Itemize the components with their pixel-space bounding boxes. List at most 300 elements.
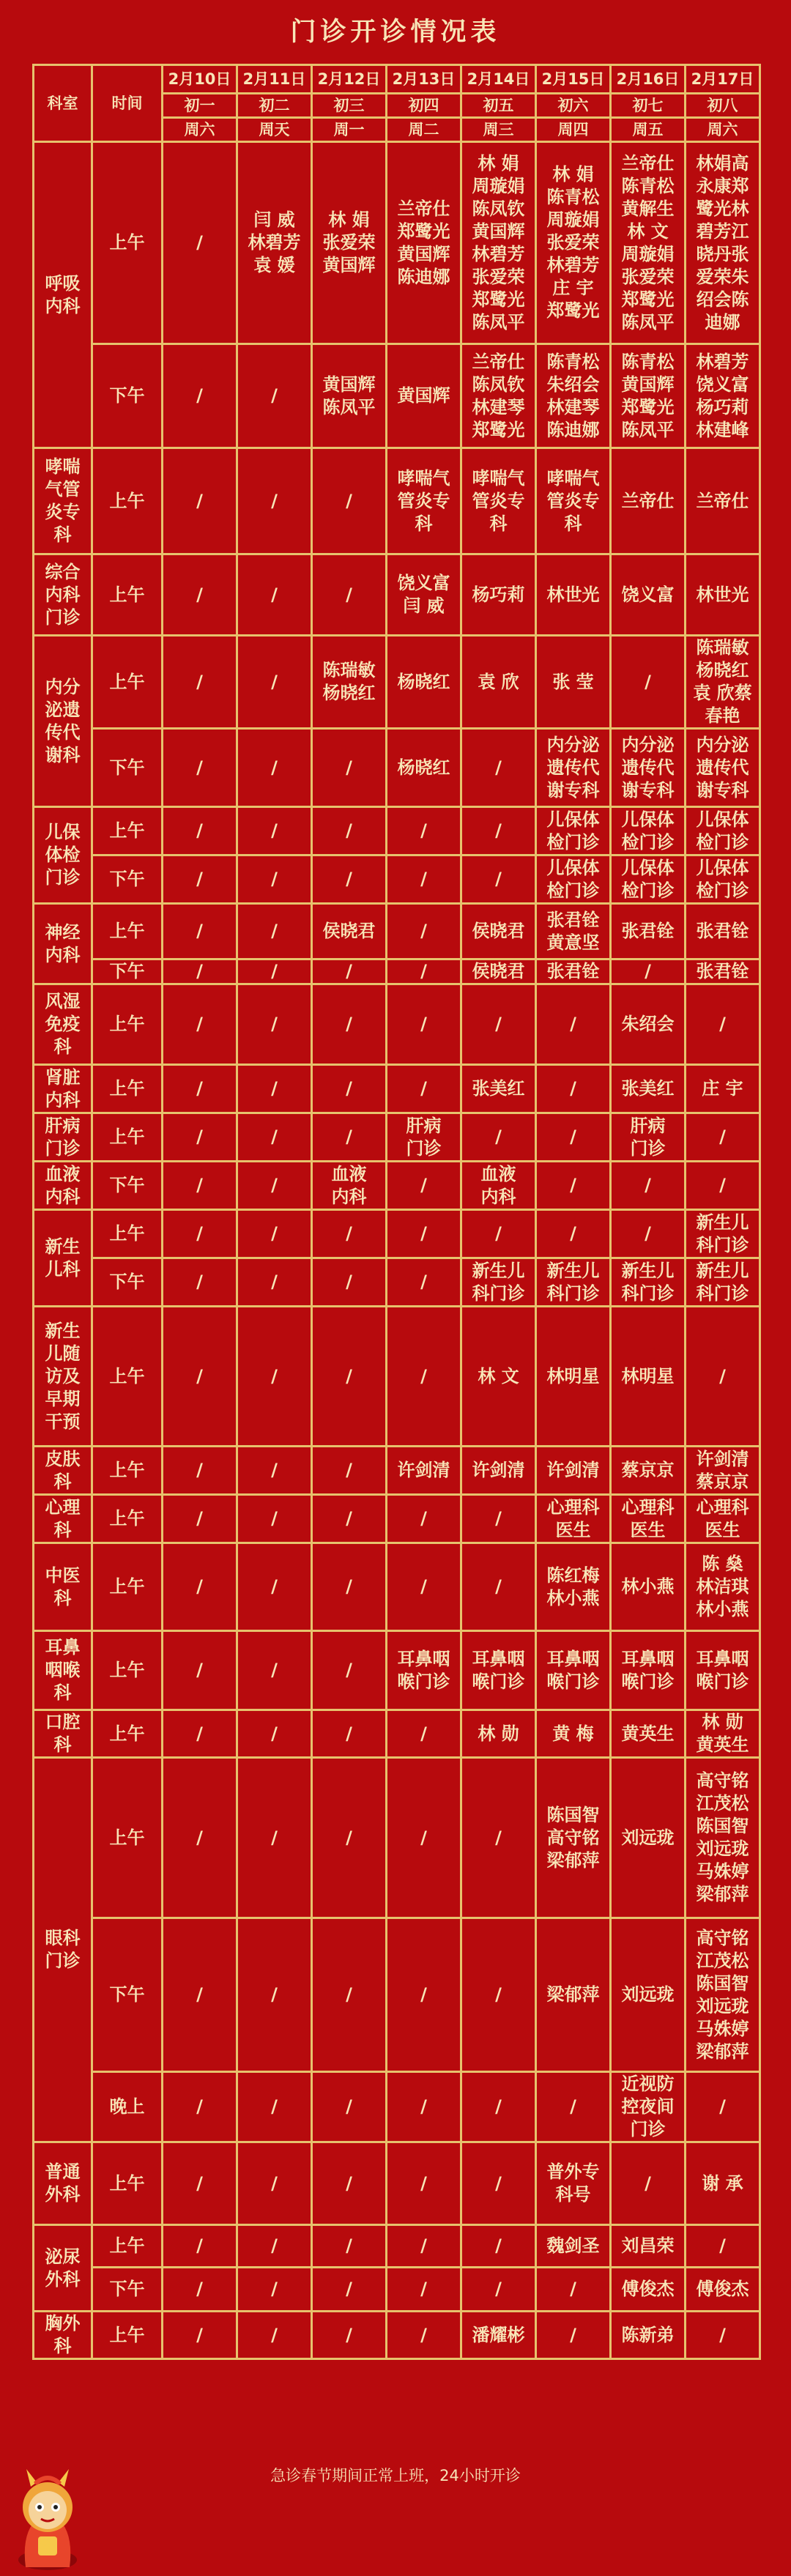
doctor-schedule-cell: 闫 威 林碧芳 袁 媛 [237,142,312,344]
time-slot-cell: 上午 [92,1543,163,1631]
time-slot-cell: 上午 [92,554,163,636]
doctor-schedule-cell: / [237,636,312,729]
doctor-schedule-cell: 内分泌 遗传代 谢专科 [536,729,611,807]
doctor-schedule-cell: / [387,2268,461,2312]
doctor-schedule-cell: / [536,1113,611,1162]
weekday-header: 周六 [163,118,237,142]
doctor-schedule-cell: 儿保体 检门诊 [686,855,760,904]
doctor-schedule-cell: / [312,1543,387,1631]
doctor-schedule-cell: / [312,1631,387,1710]
weekday-header: 周二 [387,118,461,142]
doctor-schedule-cell: 张君铨 [536,959,611,984]
doctor-schedule-cell: / [163,855,237,904]
doctor-schedule-cell: 许剑清 [461,1447,536,1495]
table-row [34,1758,760,1918]
table-row [34,554,760,636]
doctor-schedule-cell: / [237,1210,312,1258]
doctor-schedule-cell: 杨巧莉 [461,554,536,636]
date-header: 2月16日 [611,65,686,94]
dept-header: 科室 [34,65,92,142]
doctor-schedule-cell: / [163,2225,237,2268]
doctor-schedule-cell: 张君铨 [686,904,760,959]
department-cell: 综合 内科 门诊 [34,554,92,636]
doctor-schedule-cell: / [163,2142,237,2225]
department-cell: 普通 外科 [34,2142,92,2225]
table-row [34,1447,760,1495]
time-slot-cell: 下午 [92,1918,163,2072]
doctor-schedule-cell: / [611,959,686,984]
time-slot-cell: 上午 [92,142,163,344]
doctor-schedule-cell: 侯晓君 [312,904,387,959]
doctor-schedule-cell: / [387,2225,461,2268]
doctor-schedule-cell: / [461,2072,536,2142]
doctor-schedule-cell: / [312,1210,387,1258]
doctor-schedule-cell: 朱绍会 [611,984,686,1065]
doctor-schedule-cell: / [163,1113,237,1162]
doctor-schedule-cell: 许剑清 [387,1447,461,1495]
doctor-schedule-cell: / [237,2268,312,2312]
doctor-schedule-cell: / [237,855,312,904]
doctor-schedule-cell: / [163,344,237,448]
table-row [34,959,760,984]
doctor-schedule-cell: / [312,807,387,855]
table-row [34,636,760,729]
doctor-schedule-cell: / [387,1162,461,1210]
doctor-schedule-cell: 刘远珑 [611,1758,686,1918]
time-slot-cell: 下午 [92,2268,163,2312]
doctor-schedule-cell: 许剑清 蔡京京 [686,1447,760,1495]
doctor-schedule-cell: 侯晓君 [461,904,536,959]
department-cell: 口腔 科 [34,1710,92,1758]
time-slot-cell: 晚上 [92,2072,163,2142]
doctor-schedule-cell: / [312,2268,387,2312]
weekday-header: 周六 [686,118,760,142]
doctor-schedule-cell: 张君铨 [611,904,686,959]
doctor-schedule-cell: / [237,904,312,959]
time-slot-cell: 上午 [92,2312,163,2359]
time-slot-cell: 上午 [92,904,163,959]
doctor-schedule-cell: / [163,904,237,959]
time-slot-cell: 上午 [92,1210,163,1258]
doctor-schedule-cell: / [237,984,312,1065]
doctor-schedule-cell: / [387,1495,461,1543]
doctor-schedule-cell: 兰帝仕 [686,448,760,554]
time-slot-cell: 下午 [92,1258,163,1307]
doctor-schedule-cell: / [163,1495,237,1543]
doctor-schedule-cell: / [163,1210,237,1258]
doctor-schedule-cell: 心理科 医生 [611,1495,686,1543]
weekday-header: 周四 [536,118,611,142]
doctor-schedule-cell: / [387,959,461,984]
doctor-schedule-cell: 张君铨 [686,959,760,984]
doctor-schedule-cell: / [312,855,387,904]
doctor-schedule-cell: 兰帝仕 郑鹭光 黄国辉 陈迪娜 [387,142,461,344]
doctor-schedule-cell: 普外专 科号 [536,2142,611,2225]
doctor-schedule-cell: / [387,855,461,904]
doctor-schedule-cell: / [536,984,611,1065]
doctor-schedule-cell: / [237,2072,312,2142]
doctor-schedule-cell: 袁 欣 [461,636,536,729]
doctor-schedule-cell: / [163,1162,237,1210]
table-row [34,2225,760,2268]
doctor-schedule-cell: / [461,2268,536,2312]
doctor-schedule-cell: / [163,636,237,729]
doctor-schedule-cell: 黄英生 [611,1710,686,1758]
doctor-schedule-cell: / [312,1495,387,1543]
doctor-schedule-cell: / [387,904,461,959]
doctor-schedule-cell: / [237,1447,312,1495]
doctor-schedule-cell: / [237,1307,312,1447]
doctor-schedule-cell: / [237,729,312,807]
date-header: 2月10日 [163,65,237,94]
department-cell: 血液 内科 [34,1162,92,1210]
doctor-schedule-cell: / [163,1631,237,1710]
doctor-schedule-cell: / [312,1065,387,1113]
table-row [34,1307,760,1447]
doctor-schedule-cell: / [163,1065,237,1113]
doctor-schedule-cell: 潘耀彬 [461,2312,536,2359]
doctor-schedule-cell: / [163,448,237,554]
doctor-schedule-cell: / [163,2072,237,2142]
doctor-schedule-cell: / [686,2072,760,2142]
doctor-schedule-cell: / [536,1210,611,1258]
doctor-schedule-cell: 林 勋 黄英生 [686,1710,760,1758]
doctor-schedule-cell: 蔡京京 [611,1447,686,1495]
doctor-schedule-cell: 血液 内科 [461,1162,536,1210]
doctor-schedule-cell: 林 娟 张爱荣 黄国辉 [312,142,387,344]
doctor-schedule-cell: 兰帝仕 陈青松 黄解生 林 文 周璇娟 张爱荣 郑鹭光 陈凤平 [611,142,686,344]
weekday-header: 周一 [312,118,387,142]
doctor-schedule-cell: 心理科 医生 [536,1495,611,1543]
doctor-schedule-cell: / [163,959,237,984]
table-row [34,1495,760,1543]
doctor-schedule-cell: 林 娟 陈青松 周璇娟 张爱荣 林碧芳 庄 宇 郑鹭光 [536,142,611,344]
doctor-schedule-cell: 黄国辉 [387,344,461,448]
doctor-schedule-cell: / [237,1495,312,1543]
lunar-date-header: 初七 [611,94,686,118]
schedule-table-body [34,65,760,2359]
doctor-schedule-cell: / [686,2225,760,2268]
doctor-schedule-cell: 陈国智 高守铭 梁郁萍 [536,1758,611,1918]
department-cell: 内分 泌遗 传代 谢科 [34,636,92,807]
doctor-schedule-cell: 杨晓红 [387,729,461,807]
time-header: 时间 [92,65,163,142]
doctor-schedule-cell: / [387,1210,461,1258]
table-row [34,2312,760,2359]
table-row [34,807,760,855]
doctor-schedule-cell: / [387,2312,461,2359]
doctor-schedule-cell: 林世光 [536,554,611,636]
department-cell: 心理 科 [34,1495,92,1543]
doctor-schedule-cell: / [237,1113,312,1162]
doctor-schedule-cell: / [237,1631,312,1710]
doctor-schedule-cell: 耳鼻咽 喉门诊 [611,1631,686,1710]
doctor-schedule-cell: / [312,959,387,984]
doctor-schedule-cell: 儿保体 检门诊 [611,807,686,855]
doctor-schedule-cell: 侯晓君 [461,959,536,984]
doctor-schedule-cell: / [686,1162,760,1210]
doctor-schedule-cell: 耳鼻咽 喉门诊 [461,1631,536,1710]
page-title: 门诊开诊情况表 [290,18,501,47]
doctor-schedule-cell: 耳鼻咽 喉门诊 [536,1631,611,1710]
doctor-schedule-cell: / [237,1543,312,1631]
doctor-schedule-cell: / [312,448,387,554]
doctor-schedule-cell: / [536,1065,611,1113]
table-row [34,855,760,904]
department-cell: 哮喘 气管 炎专 科 [34,448,92,554]
doctor-schedule-cell: / [237,1162,312,1210]
doctor-schedule-cell: / [611,1162,686,1210]
doctor-schedule-cell: / [461,855,536,904]
doctor-schedule-cell: / [237,1758,312,1918]
table-row [34,448,760,554]
table-row [34,2142,760,2225]
doctor-schedule-cell: 陈瑞敏 杨晓红 袁 欣蔡 春艳 [686,636,760,729]
doctor-schedule-cell: 张 莹 [536,636,611,729]
date-header: 2月15日 [536,65,611,94]
doctor-schedule-cell: / [461,1495,536,1543]
doctor-schedule-cell: 庄 宇 [686,1065,760,1113]
time-slot-cell: 下午 [92,344,163,448]
doctor-schedule-cell: / [237,2312,312,2359]
table-row [34,1065,760,1113]
doctor-schedule-cell: 儿保体 检门诊 [611,855,686,904]
date-header: 2月13日 [387,65,461,94]
doctor-schedule-cell: / [163,984,237,1065]
table-row [34,1918,760,2072]
doctor-schedule-cell: / [163,1543,237,1631]
doctor-schedule-cell: / [312,1258,387,1307]
date-header: 2月11日 [237,65,312,94]
doctor-schedule-cell: 张美红 [461,1065,536,1113]
time-slot-cell: 上午 [92,1758,163,1918]
doctor-schedule-cell: / [237,448,312,554]
doctor-schedule-cell: / [312,1307,387,1447]
doctor-schedule-cell: 刘昌荣 [611,2225,686,2268]
header-row-dates [34,65,760,94]
schedule-table [32,64,761,2360]
table-row [34,1210,760,1258]
doctor-schedule-cell: / [387,984,461,1065]
date-header: 2月17日 [686,65,760,94]
time-slot-cell: 下午 [92,959,163,984]
lunar-date-header: 初五 [461,94,536,118]
time-slot-cell: 上午 [92,448,163,554]
table-row [34,1631,760,1710]
doctor-schedule-cell: / [461,984,536,1065]
doctor-schedule-cell: 林 勋 [461,1710,536,1758]
doctor-schedule-cell: / [312,554,387,636]
lunar-date-header: 初二 [237,94,312,118]
doctor-schedule-cell: 杨晓红 [387,636,461,729]
doctor-schedule-cell: / [611,2142,686,2225]
doctor-schedule-cell: 肝病 门诊 [611,1113,686,1162]
doctor-schedule-cell: / [163,2312,237,2359]
doctor-schedule-cell: / [163,807,237,855]
department-cell: 神经 内科 [34,904,92,984]
department-cell: 泌尿 外科 [34,2225,92,2312]
doctor-schedule-cell: 陈瑞敏 杨晓红 [312,636,387,729]
doctor-schedule-cell: / [312,2225,387,2268]
lunar-date-header: 初一 [163,94,237,118]
doctor-schedule-cell: / [387,1258,461,1307]
doctor-schedule-cell: 陈青松 黄国辉 郑鹭光 陈凤平 [611,344,686,448]
doctor-schedule-cell: / [312,1447,387,1495]
lunar-date-header: 初六 [536,94,611,118]
date-header: 2月14日 [461,65,536,94]
doctor-schedule-cell: / [387,807,461,855]
doctor-schedule-cell: / [163,1918,237,2072]
department-cell: 风湿 免疫 科 [34,984,92,1065]
doctor-schedule-cell: / [163,1447,237,1495]
doctor-schedule-cell: / [312,2072,387,2142]
doctor-schedule-cell: 谢 承 [686,2142,760,2225]
doctor-schedule-cell: 刘远珑 [611,1918,686,2072]
doctor-schedule-cell: / [387,2072,461,2142]
table-row [34,1162,760,1210]
doctor-schedule-cell: / [536,1162,611,1210]
doctor-schedule-cell: / [312,1918,387,2072]
doctor-schedule-cell: 林娟高 永康郑 鹭光林 碧芳江 晓丹张 爱荣朱 绍会陈 迪娜 [686,142,760,344]
doctor-schedule-cell: / [312,1113,387,1162]
doctor-schedule-cell: / [237,1710,312,1758]
footer-note: 急诊春节期间正常上班，24小时开诊 [270,2467,521,2484]
doctor-schedule-cell: 新生儿 科门诊 [611,1258,686,1307]
doctor-schedule-cell: 黄国辉 陈凤平 [312,344,387,448]
doctor-schedule-cell: / [461,1113,536,1162]
doctor-schedule-cell: / [163,1710,237,1758]
table-row [34,142,760,344]
time-slot-cell: 上午 [92,1113,163,1162]
doctor-schedule-cell: 林碧芳 饶义富 杨巧莉 林建峰 [686,344,760,448]
table-row [34,1113,760,1162]
department-cell: 儿保 体检 门诊 [34,807,92,904]
doctor-schedule-cell: 血液 内科 [312,1162,387,1210]
department-cell: 肝病 门诊 [34,1113,92,1162]
doctor-schedule-cell: / [686,984,760,1065]
table-row [34,1258,760,1307]
department-cell: 胸外 科 [34,2312,92,2359]
doctor-schedule-cell: 魏剑圣 [536,2225,611,2268]
doctor-schedule-cell: / [237,344,312,448]
doctor-schedule-cell: / [536,2268,611,2312]
doctor-schedule-cell: 高守铭 江茂松 陈国智 刘远珑 马姝婷 梁郁萍 [686,1758,760,1918]
table-row [34,2072,760,2142]
doctor-schedule-cell: 肝病 门诊 [387,1113,461,1162]
doctor-schedule-cell: / [387,1758,461,1918]
doctor-schedule-cell: 兰帝仕 [611,448,686,554]
doctor-schedule-cell: 新生儿 科门诊 [686,1210,760,1258]
doctor-schedule-cell: / [163,554,237,636]
doctor-schedule-cell: / [686,1307,760,1447]
doctor-schedule-cell: / [611,1210,686,1258]
doctor-schedule-cell: 陈新弟 [611,2312,686,2359]
doctor-schedule-cell: / [312,1710,387,1758]
doctor-schedule-cell: / [387,1918,461,2072]
doctor-schedule-cell: / [686,2312,760,2359]
doctor-schedule-cell: / [237,807,312,855]
time-slot-cell: 上午 [92,636,163,729]
doctor-schedule-cell: 内分泌 遗传代 谢专科 [686,729,760,807]
doctor-schedule-cell: / [461,2142,536,2225]
doctor-schedule-cell: 哮喘气 管炎专 科 [461,448,536,554]
doctor-schedule-cell: 高守铭 江茂松 陈国智 刘远珑 马姝婷 梁郁萍 [686,1918,760,2072]
time-slot-cell: 上午 [92,1065,163,1113]
weekday-header: 周三 [461,118,536,142]
department-cell: 新生 儿科 [34,1210,92,1307]
weekday-header: 周天 [237,118,312,142]
doctor-schedule-cell: 林小燕 [611,1543,686,1631]
doctor-schedule-cell: / [461,1918,536,2072]
doctor-schedule-cell: / [686,1113,760,1162]
doctor-schedule-cell: 黄 梅 [536,1710,611,1758]
table-row [34,984,760,1065]
lunar-date-header: 初四 [387,94,461,118]
table-row [34,729,760,807]
time-slot-cell: 上午 [92,2225,163,2268]
department-cell: 眼科 门诊 [34,1758,92,2142]
doctor-schedule-cell: / [312,2142,387,2225]
doctor-schedule-cell: 林明星 [611,1307,686,1447]
doctor-schedule-cell: / [237,2225,312,2268]
time-slot-cell: 下午 [92,1162,163,1210]
doctor-schedule-cell: 陈 燊 林洁琪 林小燕 [686,1543,760,1631]
doctor-schedule-cell: 新生儿 科门诊 [536,1258,611,1307]
doctor-schedule-cell: / [163,1258,237,1307]
doctor-schedule-cell: / [237,1258,312,1307]
time-slot-cell: 下午 [92,729,163,807]
doctor-schedule-cell: / [163,142,237,344]
doctor-schedule-cell: 耳鼻咽 喉门诊 [686,1631,760,1710]
doctor-schedule-cell: 傅俊杰 [686,2268,760,2312]
doctor-schedule-cell: 饶义富 [611,554,686,636]
time-slot-cell: 下午 [92,855,163,904]
time-slot-cell: 上午 [92,1631,163,1710]
table-row [34,1710,760,1758]
table-row [34,344,760,448]
time-slot-cell: 上午 [92,807,163,855]
doctor-schedule-cell: 兰帝仕 陈凤钦 林建琴 郑鹭光 [461,344,536,448]
doctor-schedule-cell: 哮喘气 管炎专 科 [387,448,461,554]
time-slot-cell: 上午 [92,1447,163,1495]
doctor-schedule-cell: / [461,729,536,807]
time-slot-cell: 上午 [92,2142,163,2225]
doctor-schedule-cell: 儿保体 检门诊 [686,807,760,855]
lunar-date-header: 初八 [686,94,760,118]
doctor-schedule-cell: 张美红 [611,1065,686,1113]
doctor-schedule-cell: 近视防 控夜间 门诊 [611,2072,686,2142]
doctor-schedule-cell: 心理科 医生 [686,1495,760,1543]
doctor-schedule-cell: 许剑清 [536,1447,611,1495]
weekday-header: 周五 [611,118,686,142]
department-cell: 呼吸 内科 [34,142,92,448]
doctor-schedule-cell: 新生儿 科门诊 [686,1258,760,1307]
table-row [34,904,760,959]
department-cell: 耳鼻 咽喉 科 [34,1631,92,1710]
doctor-schedule-cell: / [536,2072,611,2142]
doctor-schedule-cell: / [237,959,312,984]
doctor-schedule-cell: / [461,1543,536,1631]
doctor-schedule-cell: / [387,1543,461,1631]
doctor-schedule-cell: 林明星 [536,1307,611,1447]
doctor-schedule-cell: 儿保体 检门诊 [536,855,611,904]
doctor-schedule-cell: / [461,1758,536,1918]
doctor-schedule-cell: 林 娟 周璇娟 陈凤钦 黄国辉 林碧芳 张爱荣 郑鹭光 陈凤平 [461,142,536,344]
date-header: 2月12日 [312,65,387,94]
doctor-schedule-cell: / [387,1307,461,1447]
doctor-schedule-cell: / [387,2142,461,2225]
doctor-schedule-cell: 哮喘气 管炎专 科 [536,448,611,554]
